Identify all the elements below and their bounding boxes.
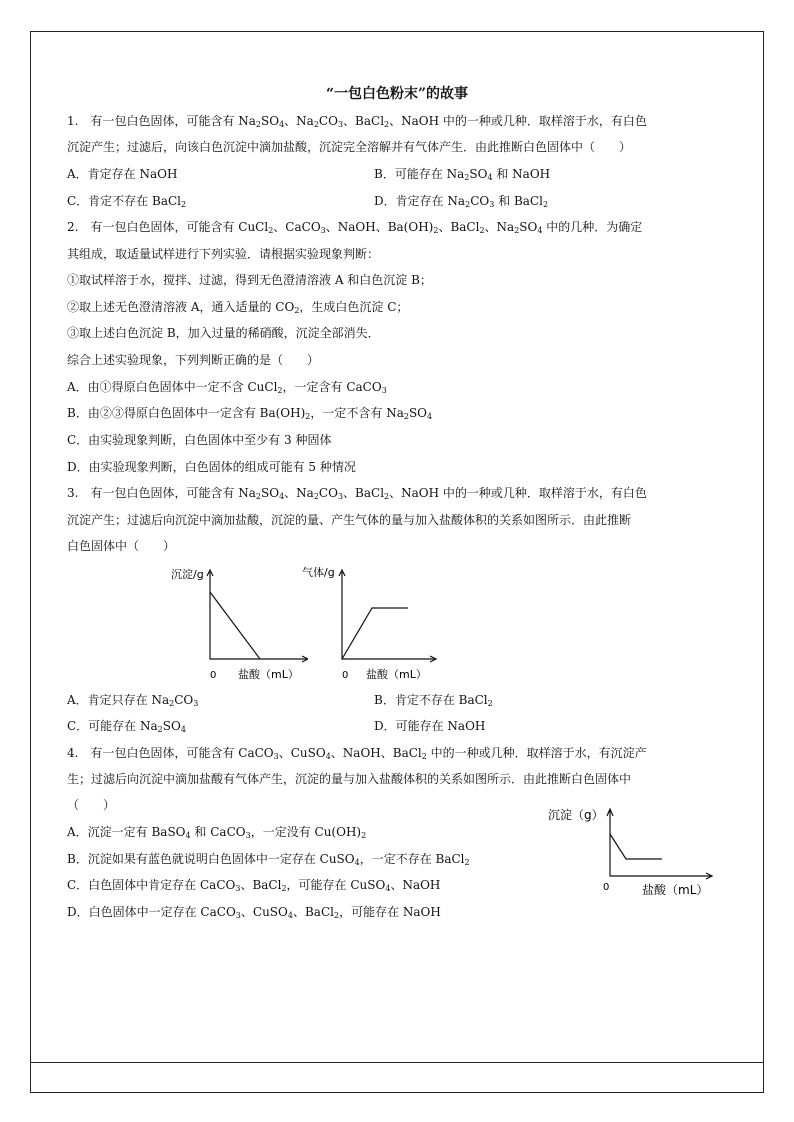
q4-graph-ylabel: 沉淀（g） [548, 808, 604, 822]
q4-option-a: A．沉淀一定有 BaSO$_4$ 和 CaCO$_3$，一定没有 $Cu(OH)_2$ [67, 825, 367, 840]
q3-graph1-axes [210, 572, 308, 659]
q4-stem-line2: 生；过滤后向沉淀中滴加盐酸有气体产生，沉淀的量与加入盐酸体积的关系如图所示．由此推断白色固体中 [67, 772, 632, 786]
q2-option-b: B．由②③得原白色固体中一定含有 $Ba(OH)_2$，一定不含有 $Na_2SO_4$ [67, 406, 433, 421]
q2-option-d: D．由实验现象判断，白色固体的组成可能有 5 种情况 [67, 460, 356, 474]
q3-option-b: B．肯定不存在 BaCl$_2$ [374, 693, 493, 708]
q4-stem-line3: （ ） [67, 798, 116, 812]
q3-graph2-axes [342, 572, 436, 659]
q4-graph-axes [610, 810, 712, 876]
q2-question: 综合上述实验现象，下列判断正确的是（ ） [67, 353, 320, 367]
q3-stem-line3: 白色固体中（ ） [67, 539, 176, 553]
q3-stem-line2: 沉淀产生；过滤后向沉淀中滴加盐酸，沉淀的量、产生气体的量与加入盐酸体积的关系如图所示．由此推断 [67, 513, 632, 527]
q4-graph-precipitate [546, 804, 726, 900]
page-title: “一包白色粉末”的故事 [325, 86, 469, 102]
q4-stem-line1: 4. 有一包白色固体，可能含有 CaCO$_3$、CuSO$_4$、NaOH、BaCl$_2$ 中的一种或几种．取样溶于水，有沉淀产 [67, 746, 647, 761]
q3-graph2-origin: 0 [342, 670, 349, 681]
q4-option-c: C．白色固体中肯定存在 CaCO$_3$、BaCl$_2$，可能存在 CuSO$_4$、NaOH [67, 878, 441, 893]
q3-graph1-curve [210, 592, 260, 659]
q1-stem-line2: 沉淀产生；过滤后，向该白色沉淀中滴加盐酸，沉淀完全溶解并有气体产生．由此推断白色固体中（ ） [67, 140, 632, 154]
q3-graph-gas [300, 562, 440, 684]
q2-stem-line1: 2. 有一包白色固体，可能含有 CuCl$_2$、CaCO$_3$、NaOH、$Ba(OH)_2$、BaCl$_2$、$Na_2SO_4$ 中的几种．为确定 [67, 220, 643, 235]
q3-option-c: C．可能存在 $Na_2SO_4$ [67, 719, 186, 734]
q3-graph2-xlabel: 盐酸（mL） [366, 668, 427, 681]
q3-option-d: D．可能存在 NaOH [374, 719, 486, 733]
q3-graph1-origin: 0 [210, 670, 217, 681]
q3-stem-line1: 3. 有一包白色固体，可能含有 $Na_2SO_4$、$Na_2CO_3$、BaCl$_2$、NaOH 中的一种或几种．取样溶于水，有白色 [67, 486, 647, 501]
footer-divider [30, 1062, 764, 1063]
q1-option-d: D．肯定存在 $Na_2CO_3$ 和 BaCl$_2$ [374, 194, 549, 209]
q2-stem-line2: 其组成，取适量试样进行下列实验．请根据实验现象判断： [67, 247, 380, 261]
q4-graph-xlabel: 盐酸（mL） [642, 883, 709, 897]
q2-step-3: ③取上述白色沉淀 B，加入过量的稀硝酸，沉淀全部消失． [67, 326, 380, 340]
q2-option-a: A．由①得原白色固体中一定不含 CuCl$_2$，一定含有 CaCO$_3$ [67, 380, 387, 395]
q3-graph-precipitate [168, 562, 308, 684]
q3-option-a: A．肯定只存在 $Na_2CO_3$ [67, 693, 199, 708]
q3-graph2-curve [342, 608, 408, 659]
q2-step-2: ②取上述无色澄清溶液 A，通入适量的 $CO_2$，生成白色沉淀 C； [67, 300, 409, 315]
q3-graph1-xlabel: 盐酸（mL） [238, 668, 299, 681]
q1-option-b: B．可能存在 $Na_2SO_4$ 和 NaOH [374, 167, 551, 182]
q4-graph-curve [610, 834, 662, 859]
q3-graph1-ylabel: 沉淀/g [171, 568, 204, 581]
q1-option-c: C．肯定不存在 BaCl$_2$ [67, 194, 187, 209]
q3-graph2-ylabel: 气体/g [302, 566, 335, 579]
q1-option-a: A．肯定存在 NaOH [67, 167, 178, 181]
q4-option-d: D．白色固体中一定存在 CaCO$_3$、CuSO$_4$、BaCl$_2$，可能存在 NaOH [67, 905, 441, 920]
q2-option-c: C．由实验现象判断，白色固体中至少有 3 种固体 [67, 433, 332, 447]
q4-option-b: B．沉淀如果有蓝色就说明白色固体中一定存在 CuSO$_4$，一定不存在 BaCl$_2$ [67, 852, 470, 867]
q1-stem-line1: 1. 有一包白色固体，可能含有 $Na_2SO_4$、$Na_2CO_3$、BaCl$_2$、NaOH 中的一种或几种．取样溶于水，有白色 [67, 114, 647, 129]
q4-graph-origin: 0 [603, 882, 610, 893]
q2-step-1: ①取试样溶于水，搅拌、过滤，得到无色澄清溶液 A 和白色沉淀 B； [67, 273, 432, 287]
